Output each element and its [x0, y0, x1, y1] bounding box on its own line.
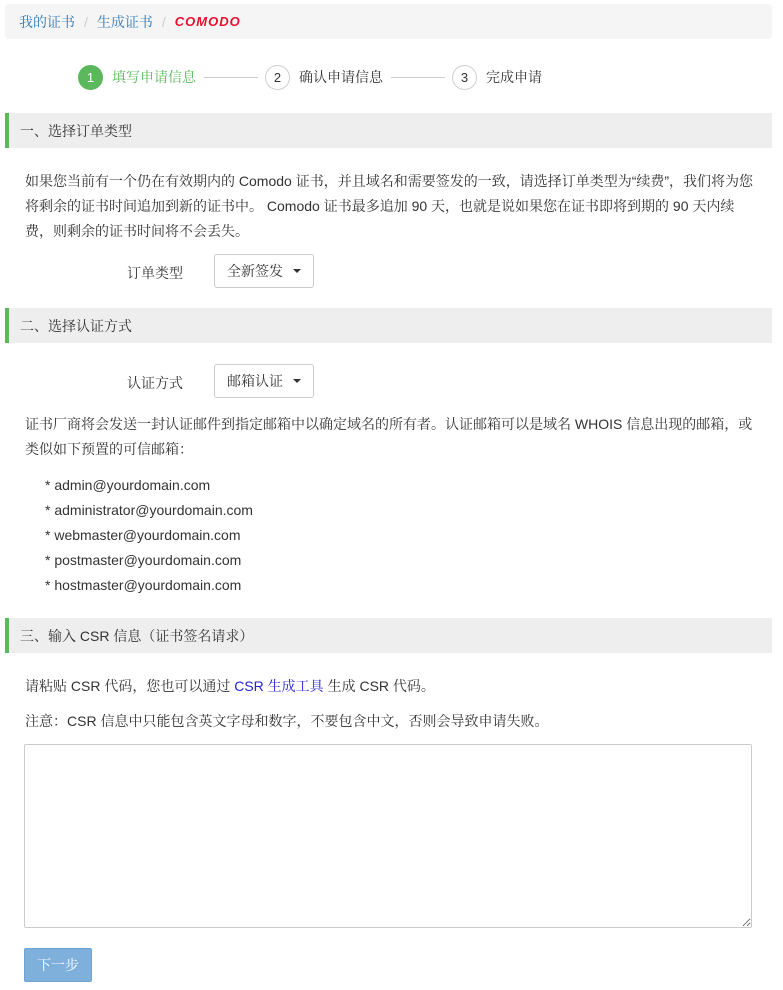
step-connector: [391, 77, 445, 78]
step-complete: [452, 65, 542, 90]
section-auth-method-header: 二、选择认证方式: [5, 308, 772, 343]
step-number: 1: [78, 65, 103, 90]
csr-instructions-suffix: 生成 CSR 代码。: [323, 678, 435, 694]
step-confirm-info: [265, 65, 383, 90]
progress-steps: [78, 64, 542, 90]
csr-instructions-prefix: 请粘贴 CSR 代码，您也可以通过: [25, 678, 235, 694]
list-item: * admin@yourdomain.com: [45, 477, 211, 493]
step-number: 2: [265, 65, 290, 90]
auth-method-row: [97, 364, 314, 398]
step-number: 3: [452, 65, 477, 90]
csr-input[interactable]: [24, 744, 752, 928]
section-csr-header: 三、输入 CSR 信息（证书签名请求）: [5, 618, 772, 653]
auth-method-label: 认证方式: [127, 374, 183, 391]
next-step-button[interactable]: 下一步: [24, 948, 92, 982]
auth-method-dropdown[interactable]: [214, 364, 314, 398]
list-item: * postmaster@yourdomain.com: [45, 552, 242, 568]
step-fill-info: [78, 65, 196, 90]
list-item: * administrator@yourdomain.com: [45, 502, 253, 518]
caret-down-icon: [293, 269, 301, 273]
order-type-dropdown[interactable]: [214, 254, 314, 288]
breadcrumb-generate-certificate[interactable]: 生成证书: [96, 13, 153, 30]
comodo-logo: COMODO: [174, 14, 241, 29]
csr-notice: 注意：CSR 信息中只能包含英文字母和数字，不要包含中文，否则会导致申请失败。: [25, 713, 549, 729]
step-connector: [204, 77, 258, 78]
breadcrumb-separator: /: [84, 13, 88, 30]
section-order-type-header: 一、选择订单类型: [5, 113, 772, 148]
breadcrumb-separator: /: [161, 13, 166, 30]
breadcrumb: [5, 4, 772, 39]
step-label: 完成申请: [486, 69, 542, 85]
caret-down-icon: [293, 379, 301, 383]
csr-instructions: [25, 674, 755, 699]
auth-method-description: 证书厂商将会发送一封认证邮件到指定邮箱中以确定域名的所有者。认证邮箱可以是域名 WHOIS 信息出现的邮箱，或类似如下预置的可信邮箱：: [25, 416, 753, 457]
order-type-row: [97, 254, 314, 288]
breadcrumb-my-certificates[interactable]: 我的证书: [19, 13, 75, 30]
list-item: * webmaster@yourdomain.com: [45, 527, 241, 543]
csr-generator-link[interactable]: CSR 生成工具: [234, 678, 324, 694]
auth-method-value: 邮箱认证: [227, 373, 283, 389]
step-label: 填写申请信息: [112, 69, 196, 85]
order-type-label: 订单类型: [127, 264, 183, 281]
order-type-description: 如果您当前有一个仍在有效期内的 Comodo 证书，并且域名和需要签发的一致，请选择订单类型为“续费”，我们将为您将剩余的证书时间追加到新的证书中。 Comodo 证书最多追加 90 天，也就是说如果您在证书即将到期的 90 天内续费，则剩余的证书时间将不会丢失。: [25, 173, 754, 239]
step-label: 确认申请信息: [299, 69, 383, 85]
order-type-value: 全新签发: [227, 263, 283, 279]
trusted-email-list: [45, 473, 253, 598]
list-item: * hostmaster@yourdomain.com: [45, 577, 242, 593]
